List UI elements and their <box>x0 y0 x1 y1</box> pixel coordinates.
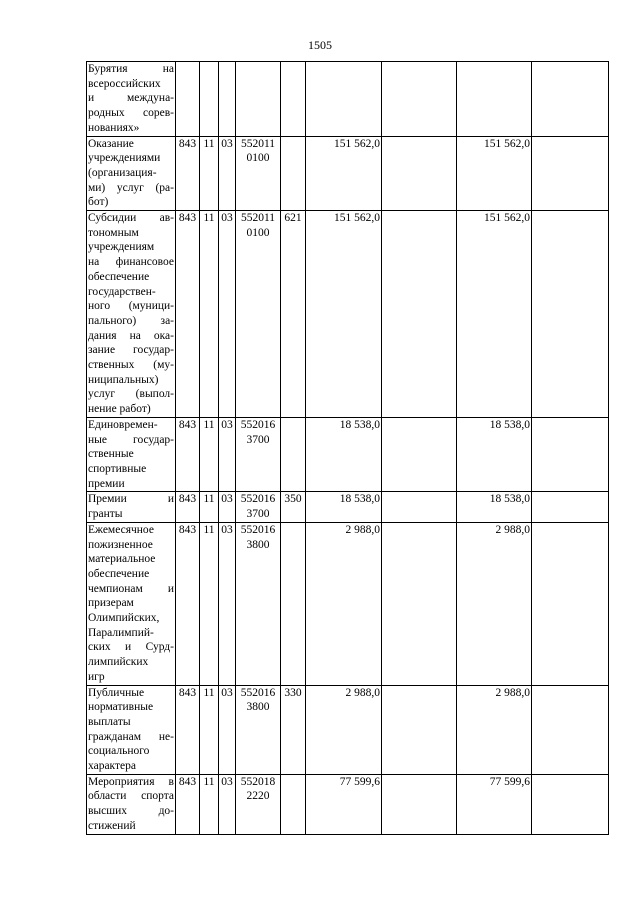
row-name-line: Паралимпий- <box>88 626 154 639</box>
row-name-line: ственных (му- <box>88 359 174 372</box>
row-name-line: спортивные <box>88 462 147 475</box>
table-row <box>87 136 609 211</box>
row-csr <box>236 522 281 685</box>
row-name-line: родных сорев- <box>88 107 174 120</box>
row-csr-part: 552016 <box>240 493 276 506</box>
row-col9: 18 538,0 <box>457 492 532 522</box>
row-ved: 843 <box>176 492 200 522</box>
row-col8 <box>382 685 457 774</box>
row-csr-part: 0100 <box>246 152 270 165</box>
row-col8 <box>382 492 457 522</box>
row-name-line: пального) за- <box>88 314 174 327</box>
row-name-line: гражданам не- <box>88 730 174 743</box>
row-csr <box>236 62 281 137</box>
row-name-line: Премии и <box>88 493 174 506</box>
row-name-line: Публичные <box>88 686 145 699</box>
row-name-line: государствен- <box>88 285 156 298</box>
row-name-line: нормативные <box>88 701 154 714</box>
row-name-line: Мероприятия в <box>88 775 174 788</box>
row-name-line: ниципальных) <box>88 373 159 386</box>
row-rz: 11 <box>200 211 219 418</box>
row-col10 <box>532 522 609 685</box>
row-rz: 11 <box>200 417 219 492</box>
table-row <box>87 774 609 834</box>
row-name-line: на финансовое <box>88 256 174 269</box>
row-pr: 03 <box>219 136 236 211</box>
row-vr <box>281 417 306 492</box>
row-ved: 843 <box>176 685 200 774</box>
table-row <box>87 62 609 137</box>
row-name-line: зание государ- <box>88 344 174 357</box>
row-name-line: премии <box>88 477 125 490</box>
row-name-line: услуг (выпол- <box>88 388 174 401</box>
row-name-line: ного (муници- <box>88 300 174 313</box>
row-col9: 2 988,0 <box>457 522 532 685</box>
row-ved: 843 <box>176 417 200 492</box>
row-name-line: обеспечение <box>88 567 150 580</box>
row-csr-part: 3700 <box>246 508 270 521</box>
row-csr-part: 552016 <box>240 686 276 699</box>
row-total <box>306 62 382 137</box>
row-name-line: лимпийских <box>88 656 149 669</box>
row-name-line: материальное <box>88 553 156 566</box>
row-csr-part: 552011 <box>240 137 276 150</box>
row-name-line: обеспечение <box>88 270 150 283</box>
row-col9: 151 562,0 <box>457 136 532 211</box>
row-pr <box>219 62 236 137</box>
row-col8 <box>382 211 457 418</box>
row-name-line: игр <box>88 670 105 683</box>
row-col8 <box>382 522 457 685</box>
row-name-line: выплаты <box>88 715 131 728</box>
row-col8 <box>382 417 457 492</box>
row-name-line: тономным <box>88 226 139 239</box>
table-row <box>87 417 609 492</box>
row-name-line: пожизненное <box>88 538 153 551</box>
row-name <box>87 492 176 522</box>
row-name-line: высших до- <box>88 805 174 818</box>
row-name-line: чемпионам и <box>88 582 174 595</box>
row-csr <box>236 136 281 211</box>
row-csr-part: 3800 <box>246 701 270 714</box>
row-vr: 330 <box>281 685 306 774</box>
table-row <box>87 522 609 685</box>
row-total: 18 538,0 <box>306 492 382 522</box>
row-rz: 11 <box>200 136 219 211</box>
row-csr-part: 3700 <box>246 433 270 446</box>
row-col10 <box>532 211 609 418</box>
row-col9: 18 538,0 <box>457 417 532 492</box>
row-csr-part: 3800 <box>246 538 270 551</box>
row-pr: 03 <box>219 492 236 522</box>
row-vr <box>281 522 306 685</box>
row-csr <box>236 685 281 774</box>
row-name-line: социального <box>88 745 150 758</box>
row-name-line: (организация- <box>88 166 157 179</box>
row-name-line: стижений <box>88 819 136 832</box>
row-name-line: учреждениями <box>88 152 161 165</box>
row-col10 <box>532 774 609 834</box>
row-total: 151 562,0 <box>306 136 382 211</box>
row-rz: 11 <box>200 685 219 774</box>
table-row <box>87 492 609 522</box>
row-ved: 843 <box>176 774 200 834</box>
row-col10 <box>532 136 609 211</box>
row-col8 <box>382 136 457 211</box>
row-ved <box>176 62 200 137</box>
row-csr <box>236 417 281 492</box>
row-col9 <box>457 62 532 137</box>
row-name-line: ских и Сурд- <box>88 641 174 654</box>
row-col10 <box>532 685 609 774</box>
row-ved: 843 <box>176 522 200 685</box>
row-col9: 2 988,0 <box>457 685 532 774</box>
row-csr-part: 552016 <box>240 418 276 431</box>
row-name <box>87 211 176 418</box>
row-total: 151 562,0 <box>306 211 382 418</box>
row-rz: 11 <box>200 492 219 522</box>
row-name-line: Субсидии ав- <box>88 212 174 225</box>
row-name-line: дания на ока- <box>88 329 174 342</box>
row-ved: 843 <box>176 136 200 211</box>
row-name-line: всероссийских <box>88 77 161 90</box>
row-total: 18 538,0 <box>306 417 382 492</box>
row-col10 <box>532 62 609 137</box>
row-name-line: Ежемесячное <box>88 523 154 536</box>
row-name-line: бот) <box>88 196 109 209</box>
row-rz: 11 <box>200 774 219 834</box>
row-col9: 151 562,0 <box>457 211 532 418</box>
row-name-line: призерам <box>88 597 134 610</box>
table-body <box>87 62 609 835</box>
row-rz <box>200 62 219 137</box>
row-csr-part: 0100 <box>246 226 270 239</box>
row-total: 2 988,0 <box>306 685 382 774</box>
row-vr: 350 <box>281 492 306 522</box>
row-csr-part: 552016 <box>240 523 276 536</box>
row-name-line: Оказание <box>88 137 134 150</box>
row-name-line: Единовремен- <box>88 418 158 431</box>
row-vr <box>281 136 306 211</box>
row-name <box>87 522 176 685</box>
row-ved: 843 <box>176 211 200 418</box>
row-csr-part: 552011 <box>240 212 276 225</box>
row-name-line: учреждениям <box>88 241 155 254</box>
row-pr: 03 <box>219 417 236 492</box>
row-name <box>87 417 176 492</box>
row-csr-part: 2220 <box>246 790 270 803</box>
row-vr <box>281 62 306 137</box>
row-name <box>87 685 176 774</box>
row-pr: 03 <box>219 685 236 774</box>
row-col10 <box>532 492 609 522</box>
row-pr: 03 <box>219 774 236 834</box>
row-name-line: и междуна- <box>88 92 174 105</box>
row-pr: 03 <box>219 522 236 685</box>
row-vr <box>281 774 306 834</box>
row-name-line: нение работ) <box>88 403 151 416</box>
row-col8 <box>382 774 457 834</box>
page-number: 1505 <box>308 38 332 52</box>
row-name <box>87 136 176 211</box>
row-name-line: Бурятия на <box>88 63 174 75</box>
row-col8 <box>382 62 457 137</box>
row-vr: 621 <box>281 211 306 418</box>
row-name-line: ми) услуг (ра- <box>88 181 174 194</box>
row-col9: 77 599,6 <box>457 774 532 834</box>
row-csr <box>236 774 281 834</box>
row-name-line: ные государ- <box>88 433 174 446</box>
row-name-line: ственные <box>88 448 134 461</box>
row-total: 77 599,6 <box>306 774 382 834</box>
row-csr-part: 552018 <box>240 775 276 788</box>
row-name-line: нованиях» <box>88 121 140 134</box>
row-name <box>87 774 176 834</box>
row-name-line: характера <box>88 760 136 773</box>
budget-table <box>86 61 609 835</box>
row-pr: 03 <box>219 211 236 418</box>
row-name-line: гранты <box>88 508 123 521</box>
table-row <box>87 685 609 774</box>
row-total: 2 988,0 <box>306 522 382 685</box>
table-row <box>87 211 609 418</box>
row-csr <box>236 492 281 522</box>
row-name-line: Олимпийских, <box>88 612 160 625</box>
row-csr <box>236 211 281 418</box>
row-rz: 11 <box>200 522 219 685</box>
row-col10 <box>532 417 609 492</box>
row-name-line: области спорта <box>88 790 174 803</box>
row-name <box>87 62 176 137</box>
